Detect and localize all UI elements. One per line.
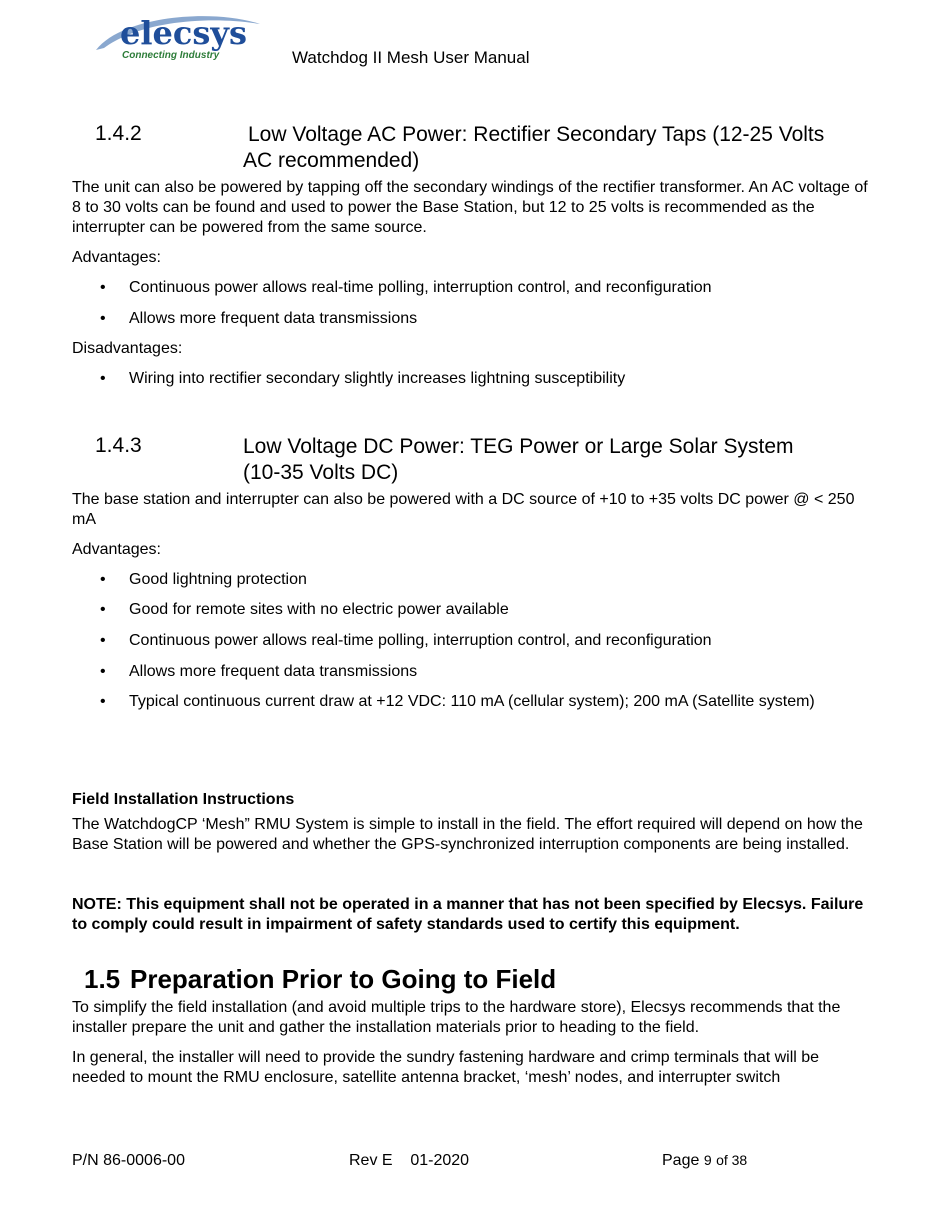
bullet-icon: •	[100, 693, 106, 710]
bullet-icon: •	[100, 279, 106, 296]
section-143-advantages-label: Advantages:	[72, 541, 161, 558]
footer-part-number: P/N 86-0006-00	[72, 1152, 185, 1169]
bullet-icon: •	[100, 632, 106, 649]
section-143-advantage-2: Good for remote sites with no electric power available	[129, 601, 509, 618]
safety-note: NOTE: This equipment shall not be operated in a manner that has not been specified by Elecsys. Failure to comply could result in impairment of safety standards used to certify this equipment.	[72, 896, 864, 933]
manual-title: Watchdog II Mesh User Manual	[292, 48, 530, 67]
section-15-paragraph-1: To simplify the field installation (and avoid multiple trips to the hardware store), Elecsys recommends that the installer prepare the unit and gather the installation materials prior to heading to the field.	[72, 999, 841, 1036]
logo-wordmark: elecsys	[120, 14, 247, 52]
section-15-number: 1.5	[84, 964, 121, 994]
section-143-advantage-1: Good lightning protection	[129, 571, 307, 588]
section-142-advantages-label: Advantages:	[72, 249, 161, 266]
section-143-number: 1.4.3	[95, 434, 142, 457]
section-142-disadvantages-label: Disadvantages:	[72, 340, 183, 357]
logo-tagline: Connecting Industry	[122, 50, 220, 61]
section-143-advantage-4: Allows more frequent data transmissions	[129, 663, 418, 680]
elecsys-logo	[92, 10, 264, 62]
section-143-advantage-3: Continuous power allows real-time polling, interruption control, and reconfiguration	[129, 632, 712, 649]
bullet-icon: •	[100, 601, 106, 618]
section-142-title-line2: AC recommended)	[243, 149, 420, 172]
section-142-number: 1.4.2	[95, 122, 142, 145]
footer-page-of: of 38	[716, 1152, 748, 1168]
bullet-icon: •	[100, 663, 106, 680]
section-143-title-line1: Low Voltage DC Power: TEG Power or Large Solar System	[243, 435, 794, 458]
section-142-advantage-1: Continuous power allows real-time polling, interruption control, and reconfiguration	[129, 279, 712, 296]
section-143-advantage-5: Typical continuous current draw at +12 VDC: 110 mA (cellular system); 200 mA (Satellite system)	[129, 693, 815, 710]
field-install-heading: Field Installation Instructions	[72, 791, 295, 808]
section-142-body: The unit can also be powered by tapping off the secondary windings of the rectifier transformer. An AC voltage of 8 to 30 volts can be found and used to power the Base Station, but 12 to 25 volts is recommended as the interrupter can be powered from the same source.	[72, 179, 868, 236]
section-142-advantage-2: Allows more frequent data transmissions	[129, 310, 418, 327]
field-install-body: The WatchdogCP ‘Mesh” RMU System is simple to install in the field. The effort required will depend on how the Base Station will be powered and whether the GPS-synchronized interruption components are being installed.	[72, 816, 863, 853]
bullet-icon: •	[100, 370, 106, 387]
footer-page	[662, 1152, 747, 1170]
footer-page-number: 9	[703, 1152, 712, 1168]
section-143-title-line2: (10-35 Volts DC)	[243, 461, 399, 484]
section-15-title: Preparation Prior to Going to Field	[130, 964, 557, 994]
bullet-icon: •	[100, 571, 106, 588]
section-143-body: The base station and interrupter can also be powered with a DC source of +10 to +35 volts DC power @ < 250 mA	[72, 491, 855, 528]
section-142-disadvantage-1: Wiring into rectifier secondary slightly increases lightning susceptibility	[129, 370, 626, 387]
footer-page-label: Page	[662, 1152, 700, 1169]
section-15-paragraph-2: In general, the installer will need to provide the sundry fastening hardware and crimp terminals that will be needed to mount the RMU enclosure, satellite antenna bracket, ‘mesh’ nodes, and interrupter switch	[72, 1049, 820, 1086]
section-142-title-line1: Low Voltage AC Power: Rectifier Secondary Taps (12-25 Volts	[248, 123, 825, 146]
footer-revision: Rev E 01-2020	[349, 1152, 470, 1169]
bullet-icon: •	[100, 310, 106, 327]
